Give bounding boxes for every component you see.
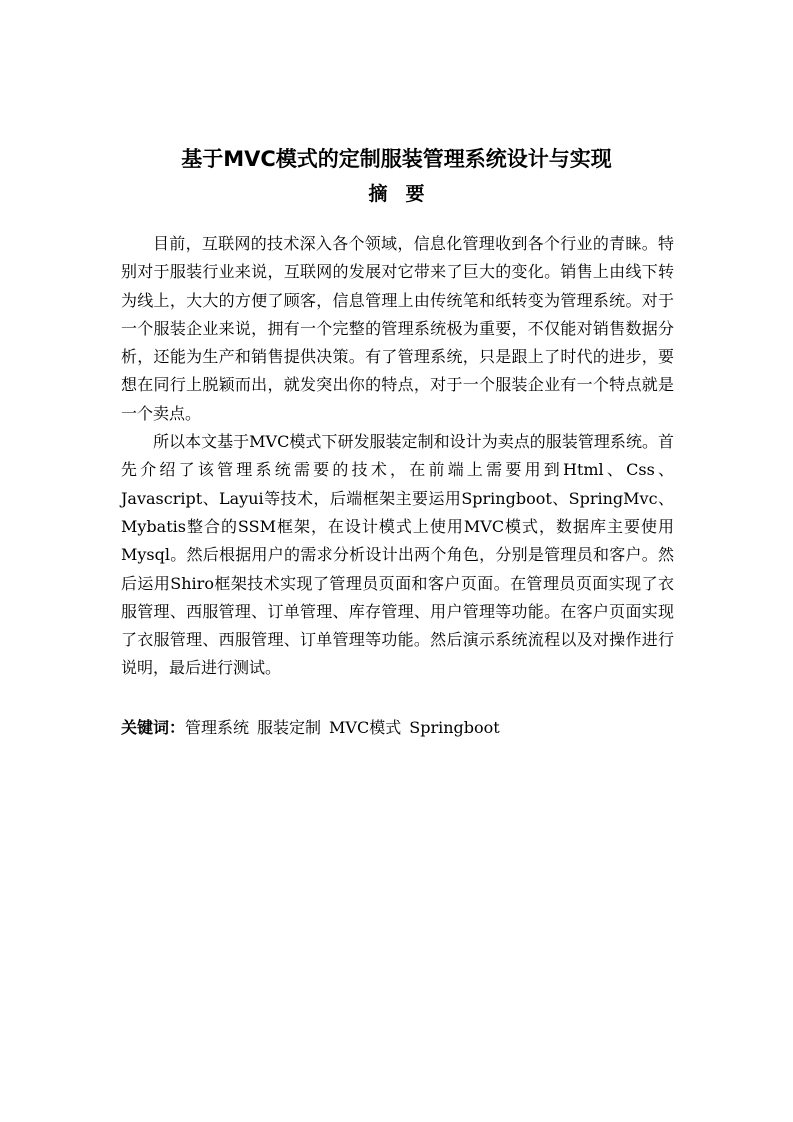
abstract-paragraph-2: 所以本文基于MVC模式下研发服装定制和设计为卖点的服装管理系统。首先介绍了该管理系统需要的技术，在前端上需要用到Html、Css、Javascript、Layui等技术，后端框架主要运用Springboot、SpringMvc、Mybatis整合的SSM框架，在设计模式上使用MVC模式，数据库主要使用Mysql。然后根据用户的需求分析设计出两个角色，分别是管理员和客户。然后运用Shiro框架技术实现了管理员页面和客户页面。在管理员页面实现了衣服管理、西服管理、订单管理、库存管理、用户管理等功能。在客户页面实现了衣服管理、西服管理、订单管理等功能。然后演示系统流程以及对操作进行说明，最后进行测试。 — [121, 432, 674, 678]
keyword-item: 服装定制 — [257, 718, 322, 737]
document-title: 基于MVC模式的定制服装管理系统设计与实现 — [181, 147, 612, 171]
keyword-item: 管理系统 — [185, 718, 250, 737]
keywords-line — [121, 714, 674, 742]
keyword-item: Springboot — [409, 718, 500, 737]
keyword-item: MVC模式 — [329, 718, 402, 737]
keywords-label: 关键词： — [121, 718, 186, 737]
abstract-paragraph-1: 目前，互联网的技术深入各个领域，信息化管理收到各个行业的青睐。特别对于服装行业来说，互联网的发展对它带来了巨大的变化。销售上由线下转为线上，大大的方便了顾客，信息管理上由传统笔和纸转变为管理系统。对于一个服装企业来说，拥有一个完整的管理系统极为重要，不仅能对销售数据分析，还能为生产和销售提供决策。有了管理系统，只是跟上了时代的进步，要想在同行上脱颖而出，就发突出你的特点，对于一个服装企业有一个特点就是一个卖点。 — [121, 234, 674, 423]
abstract-heading: 摘要 — [368, 183, 443, 205]
abstract-body — [121, 230, 674, 683]
